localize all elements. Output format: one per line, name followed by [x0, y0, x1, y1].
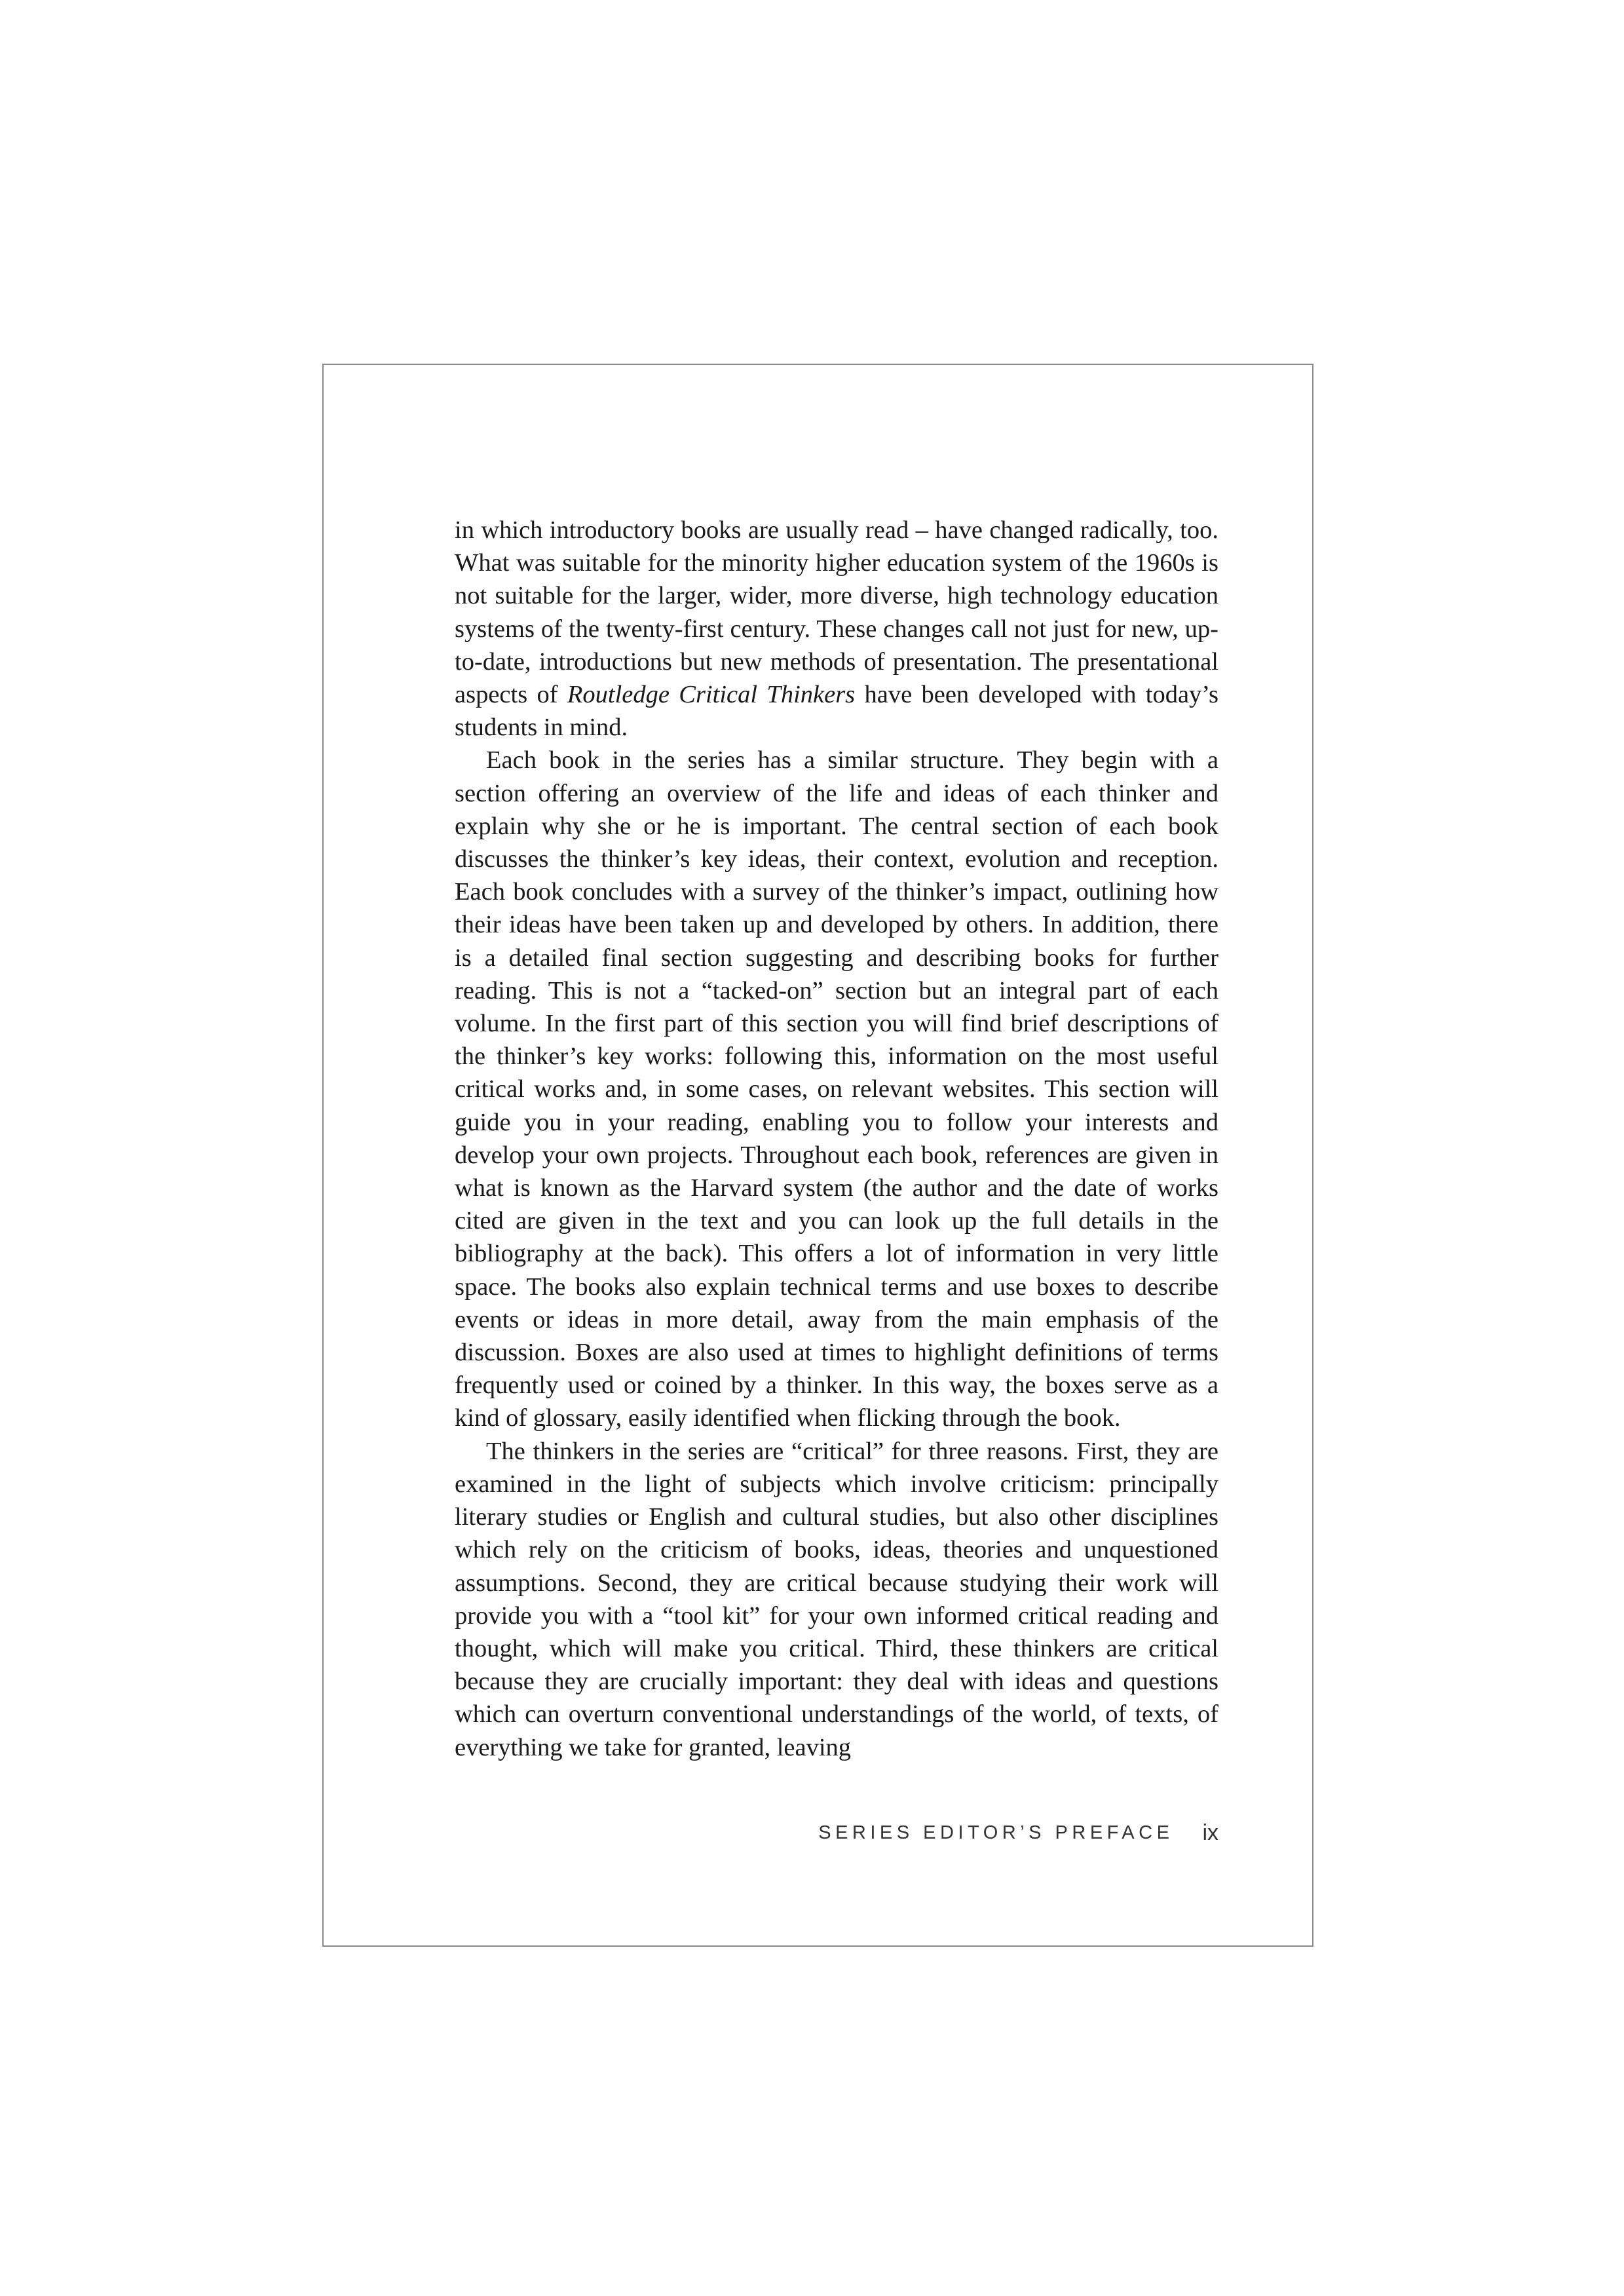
body-text — [455, 514, 1218, 1764]
series-title-italic: Routledge Critical Thinkers — [567, 681, 856, 709]
paragraph-2: Each book in the series has a similar structure. They begin with a section offering an overview of the life and ideas of each thinker and explain why she or he is important. The central section of each book discusses the thinker’s key ideas, their context, evolution and reception. Each book concludes with a survey of the thinker’s impact, outlining how their ideas have been taken up and developed by others. In addition, there is a detailed final section suggesting and describing books for further reading. This is not a “tacked-on” section but an integral part of each volume. In the first part of this section you will find brief descriptions of the thinker’s key works: following this, information on the most useful critical works and, in some cases, on relevant websites. This section will guide you in your reading, enabling you to follow your interests and develop your own projects. Throughout each book, references are given in what is known as the Harvard system (the author and the date of works cited are given in the text and you can look up the full details in the bibliography at the back). This offers a lot of information in very little space. The books also explain technical terms and use boxes to describe events or ideas in more detail, away from the main emphasis of the discussion. Boxes are also used at times to highlight definitions of terms frequently used or coined by a thinker. In this way, the boxes serve as a kind of glossary, easily identified when flicking through the book. — [455, 746, 1218, 1432]
paragraph-1-text-start: in which introductory books are usually read – have changed radically, too. What was suitable for the minority higher education system of the 1960s is not suitable for the larger, wider, more diverse, high technology education systems of the twenty-first century. These changes call not just for new, up-to-date, introductions but new methods of presentation. The presentational aspects of — [455, 516, 1218, 709]
running-title: SERIES EDITOR’S PREFACE — [818, 1822, 1174, 1843]
page-number: ix — [1202, 1820, 1218, 1845]
paragraph-3: The thinkers in the series are “critical” for three reasons. First, they are examined in the light of subjects which involve criticism: principally literary studies or English and cultural studies, but also other disciplines which rely on the criticism of books, ideas, theories and unquestioned assumptions. Second, they are critical because studying their work will provide you with a “tool kit” for your own informed critical reading and thought, which will make you critical. Third, these thinkers are critical because they are crucially important: they deal with ideas and questions which can overturn conventional understandings of the world, of texts, of everything we take for granted, leaving — [455, 1437, 1218, 1761]
paragraph-1 — [455, 514, 1218, 744]
paragraph-1-text-end: have been developed with today’s students in mind. — [455, 681, 1218, 742]
running-footer — [455, 1820, 1218, 1853]
